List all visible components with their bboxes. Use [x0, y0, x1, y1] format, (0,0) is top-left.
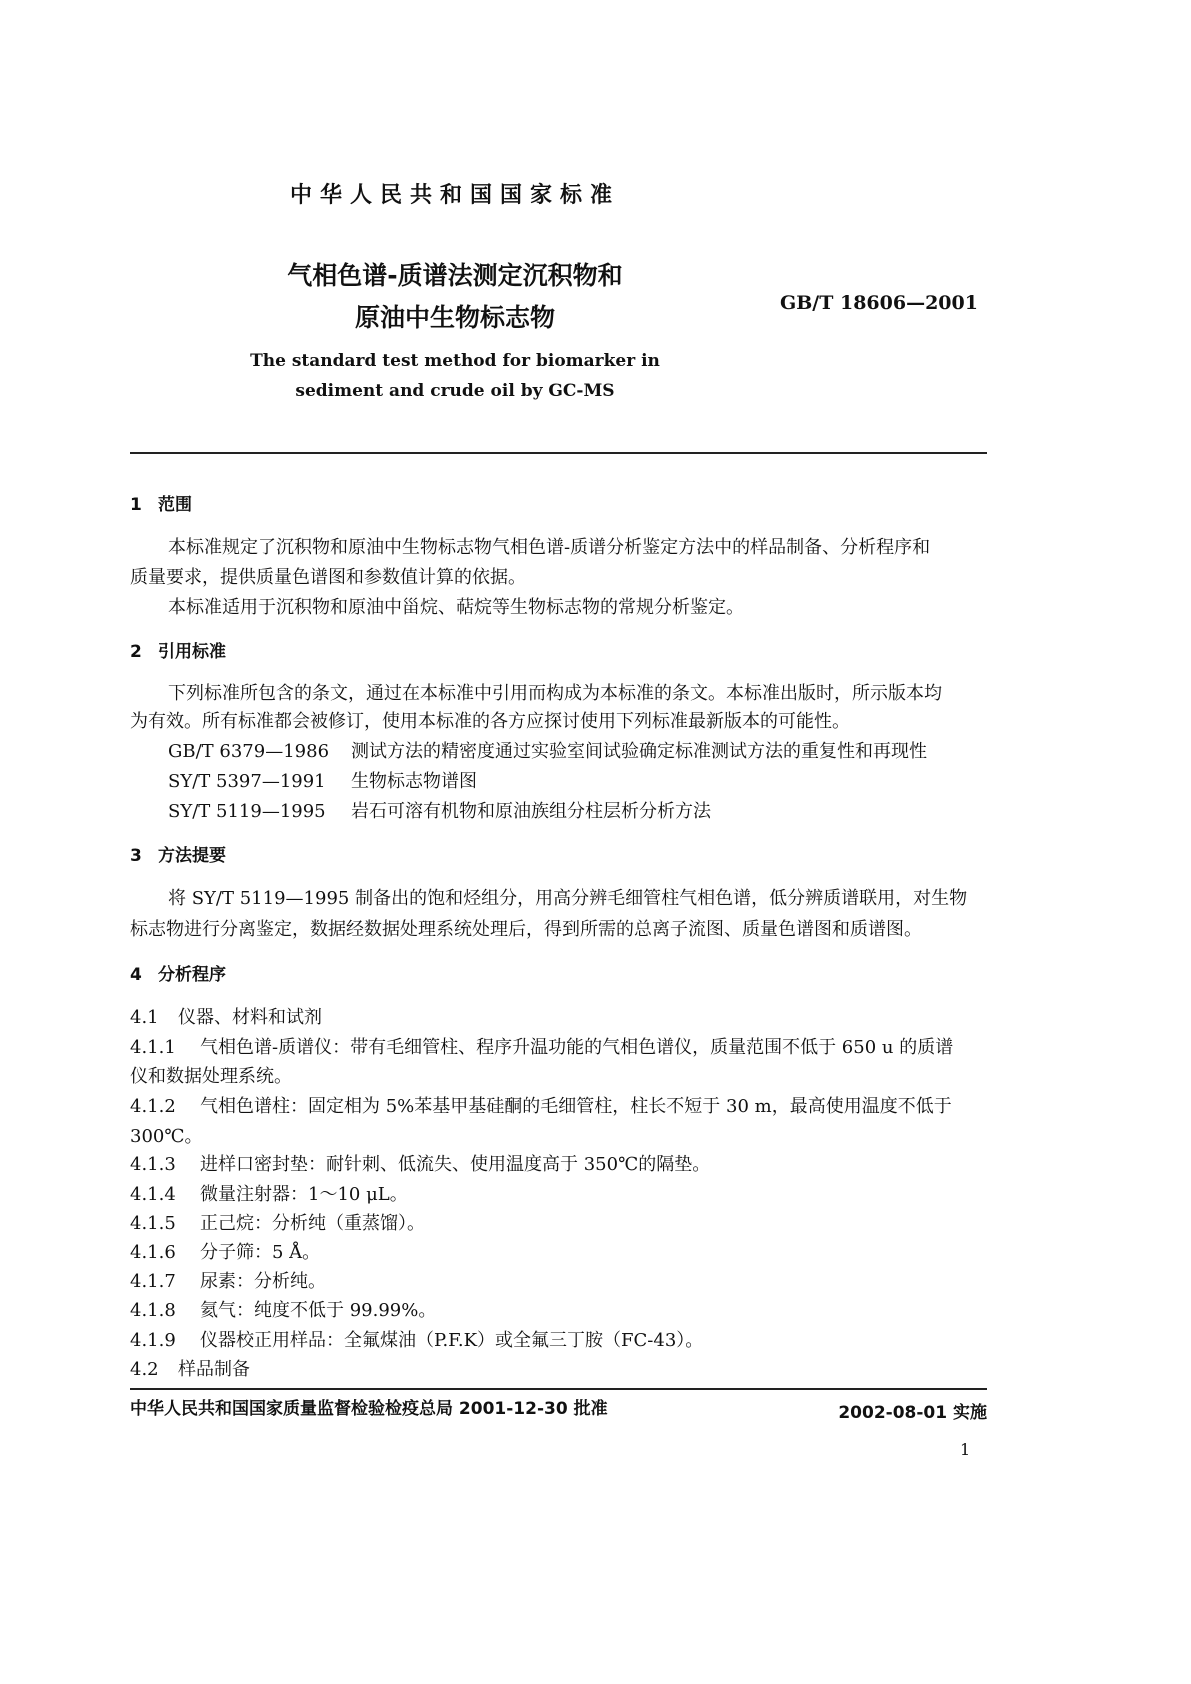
- paragraph: 本标准适用于沉积物和原油中甾烷、萜烷等生物标志物的常规分析鉴定。: [168, 597, 744, 618]
- title-line-1: 气相色谱-质谱法测定沉积物和: [287, 261, 623, 290]
- item-4-1-1: 4.1.1 气相色谱-质谱仪：带有毛细管柱、程序升温功能的气相色谱仪，质量范围不低于 650 u 的质谱: [130, 1037, 954, 1058]
- reference-item: GB/T 6379—1986 测试方法的精密度通过实验室间试验确定标准测试方法的重复性和再现性: [168, 741, 927, 762]
- section-1-heading: 1 范围: [130, 495, 192, 515]
- reference-item: SY/T 5119—1995 岩石可溶有机物和原油族组分柱层析分析方法: [168, 801, 711, 822]
- header-divider: [130, 452, 987, 454]
- english-title-line-1: The standard test method for biomarker in: [250, 351, 660, 371]
- subsection-4-2: 4.2 样品制备: [130, 1359, 250, 1380]
- national-standard-heading: 中华人民共和国国家标准: [289, 183, 620, 208]
- item-4-1-3: 4.1.3 进样口密封垫：耐针刺、低流失、使用温度高于 350℃的隔垫。: [130, 1154, 711, 1175]
- page-number: 1: [960, 1440, 971, 1459]
- section-2-heading: 2 引用标准: [130, 642, 226, 662]
- reference-item: SY/T 5397—1991 生物标志物谱图: [168, 771, 477, 792]
- item-4-1-7: 4.1.7 尿素：分析纯。: [130, 1271, 326, 1292]
- item-4-1-6: 4.1.6 分子筛：5 Å。: [130, 1242, 321, 1263]
- implementation-date: 2002-08-01 实施: [838, 1403, 987, 1423]
- approval-text: 中华人民共和国国家质量监督检验检疫总局 2001-12-30 批准: [130, 1399, 608, 1419]
- item-4-1-9: 4.1.9 仪器校正用样品：全氟煤油（P.F.K）或全氟三丁胺（FC-43）。: [130, 1330, 704, 1351]
- english-title-line-2: sediment and crude oil by GC-MS: [295, 381, 615, 401]
- item-continuation: 仪和数据处理系统。: [130, 1066, 292, 1087]
- item-4-1-4: 4.1.4 微量注射器：1～10 μL。: [130, 1184, 408, 1205]
- paragraph: 本标准规定了沉积物和原油中生物标志物气相色谱-质谱分析鉴定方法中的样品制备、分析程序和: [168, 537, 931, 558]
- section-3-heading: 3 方法提要: [130, 846, 226, 866]
- paragraph: 标志物进行分离鉴定，数据经数据处理系统处理后，得到所需的总离子流图、质量色谱图和质谱图。: [130, 919, 922, 940]
- footer-divider: [130, 1388, 987, 1390]
- subsection-4-1: 4.1 仪器、材料和试剂: [130, 1007, 322, 1028]
- title-line-2: 原油中生物标志物: [354, 303, 555, 332]
- paragraph: 质量要求，提供质量色谱图和参数值计算的依据。: [130, 567, 526, 588]
- item-4-1-8: 4.1.8 氦气：纯度不低于 99.99%。: [130, 1300, 437, 1321]
- paragraph: 下列标准所包含的条文，通过在本标准中引用而构成为本标准的条文。本标准出版时，所示版本均: [168, 683, 942, 704]
- section-4-heading: 4 分析程序: [130, 965, 226, 985]
- paragraph: 为有效。所有标准都会被修订，使用本标准的各方应探讨使用下列标准最新版本的可能性。: [130, 711, 850, 732]
- paragraph: 将 SY/T 5119—1995 制备出的饱和烃组分，用高分辨毛细管柱气相色谱，低分辨质谱联用，对生物: [168, 888, 968, 909]
- item-4-1-5: 4.1.5 正己烷：分析纯（重蒸馏）。: [130, 1213, 425, 1234]
- standard-code: GB/T 18606—2001: [780, 292, 978, 314]
- item-continuation: 300℃。: [130, 1126, 203, 1147]
- item-4-1-2: 4.1.2 气相色谱柱：固定相为 5%苯基甲基硅酮的毛细管柱，柱长不短于 30 m，最高使用温度不低于: [130, 1096, 952, 1117]
